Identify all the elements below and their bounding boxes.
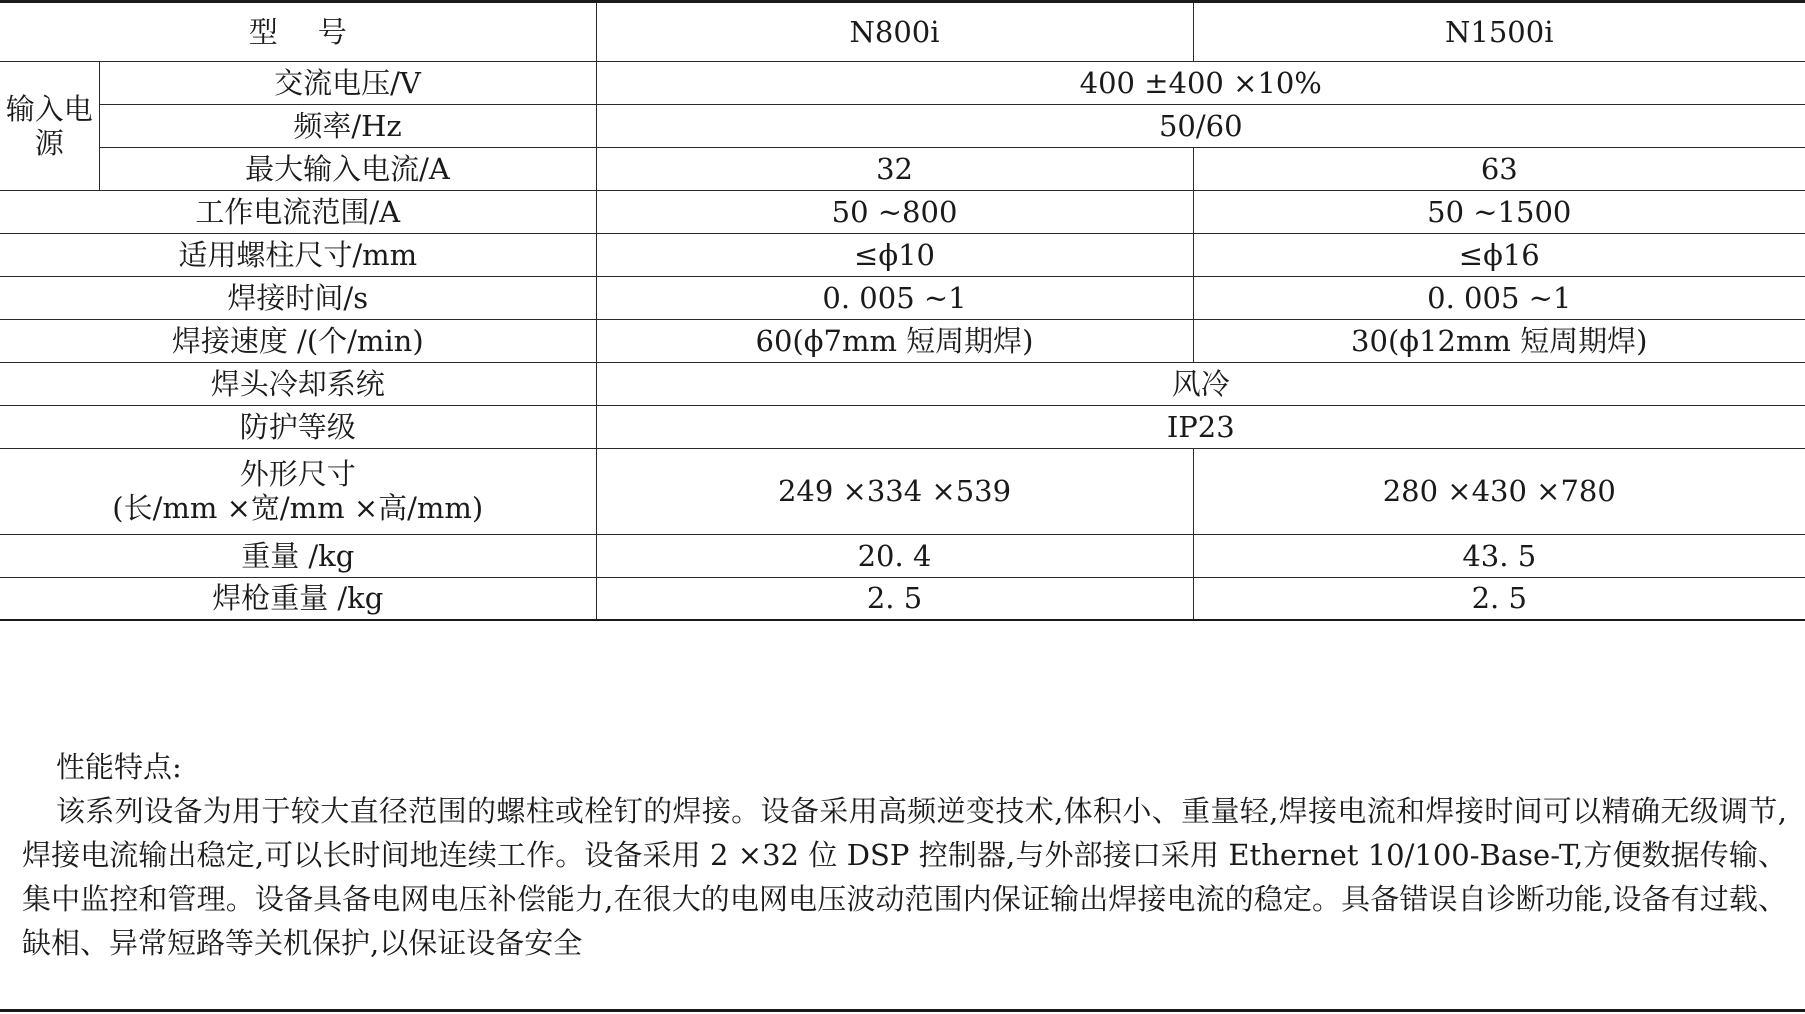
table-row	[0, 233, 1805, 276]
row-value-n1500i: ≤ϕ16	[1193, 233, 1805, 276]
row-label: 焊头冷却系统	[0, 362, 596, 405]
row-label: 工作电流范围/A	[0, 190, 596, 233]
row-value-n800i: 20. 4	[596, 534, 1193, 577]
table-row	[0, 319, 1805, 362]
row-label-dimensions	[0, 448, 596, 534]
features-title: 性能特点:	[56, 750, 182, 784]
table-row	[0, 405, 1805, 448]
features-section	[22, 745, 1787, 965]
row-value-n1500i: 43. 5	[1193, 534, 1805, 577]
row-label: 交流电压/V	[99, 61, 596, 104]
row-value-n800i: 2. 5	[596, 577, 1193, 620]
row-value-merged: 50/60	[596, 104, 1805, 147]
header-cell-n1500i: N1500i	[1193, 3, 1805, 61]
features-paragraph: 该系列设备为用于较大直径范围的螺柱或栓钉的焊接。设备采用高频逆变技术,体积小、重量轻,焊接电流和焊接时间可以精确无级调节,焊接电流输出稳定,可以长时间地连续工作。设备采用 2 ×32 位 DSP 控制器,与外部接口采用 Ethernet 10/100-Base-T,方便数据传输、集中监控和管理。设备具备电网电压补偿能力,在很大的电网电压波动范围内保证输出焊接电流的稳定。具备错误自诊断功能,设备有过载、缺相、异常短路等关机保护,以保证设备安全	[22, 794, 1787, 960]
row-value-n1500i: 30(ϕ12mm 短周期焊)	[1193, 319, 1805, 362]
row-label: 焊接时间/s	[0, 276, 596, 319]
row-value-merged: IP23	[596, 405, 1805, 448]
row-value-merged: 400 ±400 ×10%	[596, 61, 1805, 104]
row-label: 焊枪重量 /kg	[0, 577, 596, 620]
table-row	[0, 276, 1805, 319]
table-row	[0, 534, 1805, 577]
row-value-n800i: 50 ~800	[596, 190, 1193, 233]
table-row	[0, 147, 1805, 190]
row-value-n800i: ≤ϕ10	[596, 233, 1193, 276]
row-value-n1500i: 63	[1193, 147, 1805, 190]
row-value-n800i: 60(ϕ7mm 短周期焊)	[596, 319, 1193, 362]
row-value-n1500i: 50 ~1500	[1193, 190, 1805, 233]
row-value-n1500i: 2. 5	[1193, 577, 1805, 620]
row-label: 重量 /kg	[0, 534, 596, 577]
header-cell-n800i: N800i	[596, 3, 1193, 61]
dimensions-label-line2: (长/mm ×宽/mm ×高/mm)	[112, 491, 484, 525]
row-value-n800i: 249 ×334 ×539	[596, 448, 1193, 534]
input-group-label: 输入电源	[0, 61, 99, 190]
table-header-row	[0, 3, 1805, 61]
row-value-n800i: 32	[596, 147, 1193, 190]
row-label: 焊接速度 /(个/min)	[0, 319, 596, 362]
row-label: 最大输入电流/A	[99, 147, 596, 190]
header-cell-model: 型号	[0, 3, 596, 61]
table-row	[0, 362, 1805, 405]
table-row	[0, 448, 1805, 534]
row-value-n800i: 0. 005 ~1	[596, 276, 1193, 319]
table-row	[0, 577, 1805, 620]
spec-table	[0, 3, 1805, 621]
row-value-n1500i: 280 ×430 ×780	[1193, 448, 1805, 534]
bottom-rule	[0, 1009, 1805, 1012]
row-label: 频率/Hz	[99, 104, 596, 147]
row-value-merged: 风冷	[596, 362, 1805, 405]
dimensions-label-line1: 外形尺寸	[239, 457, 356, 491]
table-row	[0, 104, 1805, 147]
row-value-n1500i: 0. 005 ~1	[1193, 276, 1805, 319]
table-row	[0, 190, 1805, 233]
row-label: 防护等级	[0, 405, 596, 448]
table-row	[0, 61, 1805, 104]
row-label: 适用螺柱尺寸/mm	[0, 233, 596, 276]
